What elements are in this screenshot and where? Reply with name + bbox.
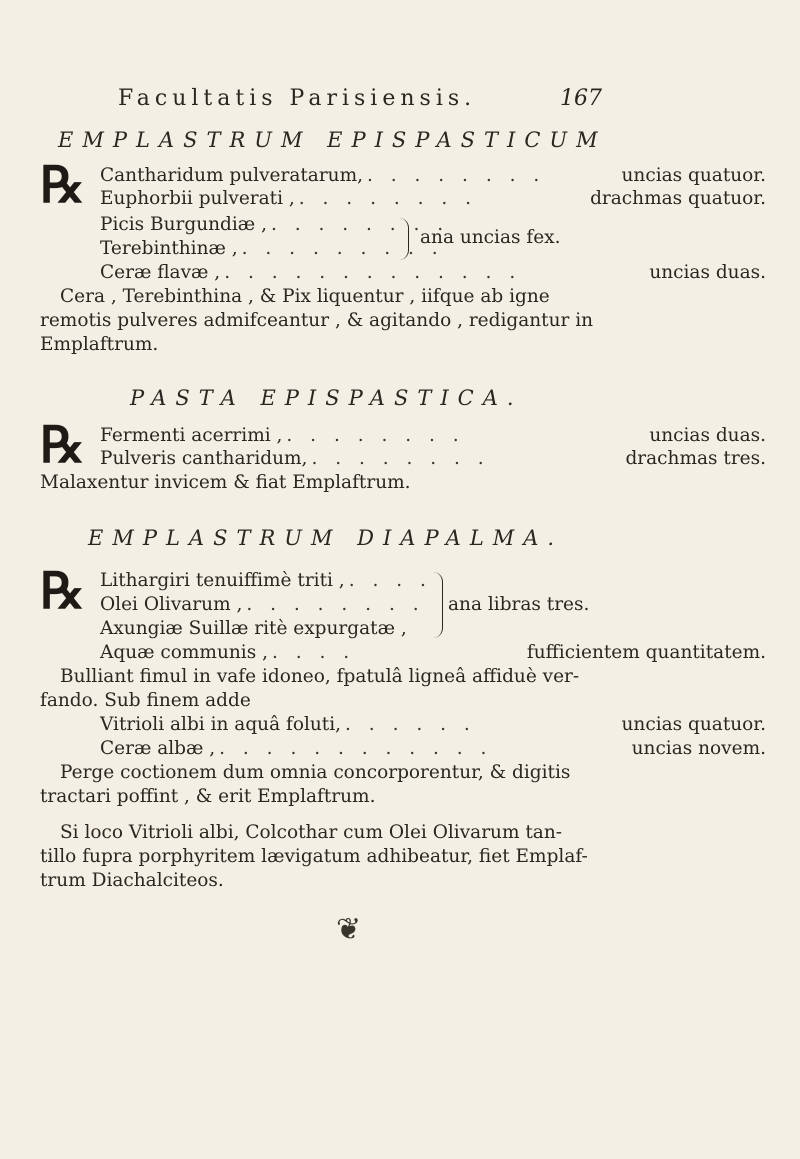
ingredient-name: Pulveris cantharidum, (100, 448, 308, 469)
ingredient-name: Olei Olivarum , (100, 594, 243, 615)
running-title: Facultatis Parisiensis. (118, 86, 477, 111)
grouping-brace (398, 218, 409, 260)
ingredient-name: Euphorbii pulverati , (100, 188, 295, 209)
leader-dots: . . . . . . . . . (241, 238, 444, 259)
grouping-brace (432, 572, 443, 638)
leader-dots: . . . . (271, 642, 356, 663)
ingredient-name: Terebinthinæ , (100, 238, 238, 259)
ingredient-name: Vitrioli albi in aquâ foluti, (100, 714, 342, 735)
instruction-line: remotis pulveres admifceantur , & agitando , redigantur in (40, 310, 594, 331)
leader-dots: . . . . . . . . . . . . (219, 738, 493, 759)
note-line: trum Diachalciteos. (40, 870, 224, 891)
brace-quantity: ana uncias fex. (420, 227, 561, 248)
addition-line (100, 714, 766, 736)
instruction-line: fando. Sub finem adde (40, 690, 251, 711)
ingredient-line (100, 214, 450, 236)
instruction-line: Cera , Terebinthina , & Pix liquentur , iifque ab igne (60, 286, 550, 307)
ingredient-quantity: fufficientem quantitatem. (526, 642, 766, 663)
section-title-emplastrum-diapalma: EMPLASTRUM DIAPALMA. (88, 526, 564, 550)
leader-dots: . . . . . . . . (298, 188, 477, 209)
recipe-rx-symbol-3 (40, 561, 96, 622)
leader-dots: . . . . . . . . (246, 594, 425, 615)
ingredient-quantity: drachmas tres. (625, 448, 766, 469)
ingredient-line (100, 448, 766, 470)
ingredient-name: Axungiæ Suillæ ritè expurgatæ , (100, 618, 407, 639)
ingredient-quantity: uncias quatuor. (621, 714, 766, 735)
recipe-rx-symbol-2 (40, 415, 96, 476)
closing-line: Perge coctionem dum omnia concorporentur, & digitis (60, 762, 571, 783)
ingredient-name: Aquæ communis , (100, 642, 268, 663)
ingredient-line (100, 188, 766, 210)
instruction-line: Bulliant fimul in vafe idoneo, fpatulâ ligneâ affiduè ver- (60, 666, 580, 687)
ingredient-name: Ceræ flavæ , (100, 262, 221, 283)
brace-quantity: ana libras tres. (448, 594, 590, 615)
note-line: tillo fupra porphyritem lævigatum adhibeatur, fiet Emplaf- (40, 846, 588, 867)
rx-glyph: ℞ (40, 415, 85, 474)
addition-line (100, 738, 766, 760)
ingredient-line (100, 165, 766, 187)
rx-glyph: ℞ (40, 561, 85, 620)
rx-glyph: ℞ (40, 155, 85, 214)
leader-dots: . . . . . . . . (270, 214, 450, 235)
ingredient-name: Lithargiri tenuiffimè triti , (100, 570, 345, 591)
section-title-emplastrum-epispasticum: EMPLASTRUM EPISPASTICUM (58, 128, 607, 152)
page-number: 167 (560, 86, 602, 111)
closing-line: tractari poffint , & erit Emplaftrum. (40, 786, 376, 807)
ingredient-line (100, 238, 444, 260)
leader-dots: . . . . . . . . (286, 425, 465, 446)
recipe-rx-symbol-1 (40, 155, 96, 216)
ingredient-quantity: uncias duas. (649, 425, 766, 446)
fleuron-ornament: ❦ (336, 912, 362, 947)
note-line: Si loco Vitrioli albi, Colcothar cum Olei Olivarum tan- (60, 822, 563, 843)
instruction-line: Malaxentur invicem & fiat Emplaftrum. (40, 472, 411, 493)
leader-dots: . . . . . . . . (367, 165, 546, 186)
leader-dots: . . . . . . . . (311, 448, 490, 469)
ingredient-name: Ceræ albæ , (100, 738, 216, 759)
ingredient-quantity: uncias quatuor. (621, 165, 766, 186)
ingredient-quantity: uncias novem. (631, 738, 766, 759)
ingredient-line (100, 642, 766, 664)
leader-dots: . . . . . . . . . . . . . (224, 262, 522, 283)
ingredient-line (100, 262, 766, 284)
leader-dots: . . . . . . (345, 714, 476, 735)
ingredient-name: Fermenti acerrimi , (100, 425, 283, 446)
ingredient-line (100, 618, 430, 640)
ingredient-line (100, 425, 766, 447)
ingredient-name: Cantharidum pulveratarum, (100, 165, 364, 186)
section-title-pasta-epispastica: PASTA EPISPASTICA. (130, 386, 523, 410)
ingredient-quantity: uncias duas. (649, 262, 766, 283)
ingredient-line (100, 594, 430, 616)
ingredient-line (100, 570, 430, 592)
ingredient-name: Picis Burgundiæ , (100, 214, 267, 235)
leader-dots: . . . . (348, 570, 432, 591)
ingredient-quantity: drachmas quatuor. (590, 188, 766, 209)
instruction-line: Emplaftrum. (40, 334, 159, 355)
